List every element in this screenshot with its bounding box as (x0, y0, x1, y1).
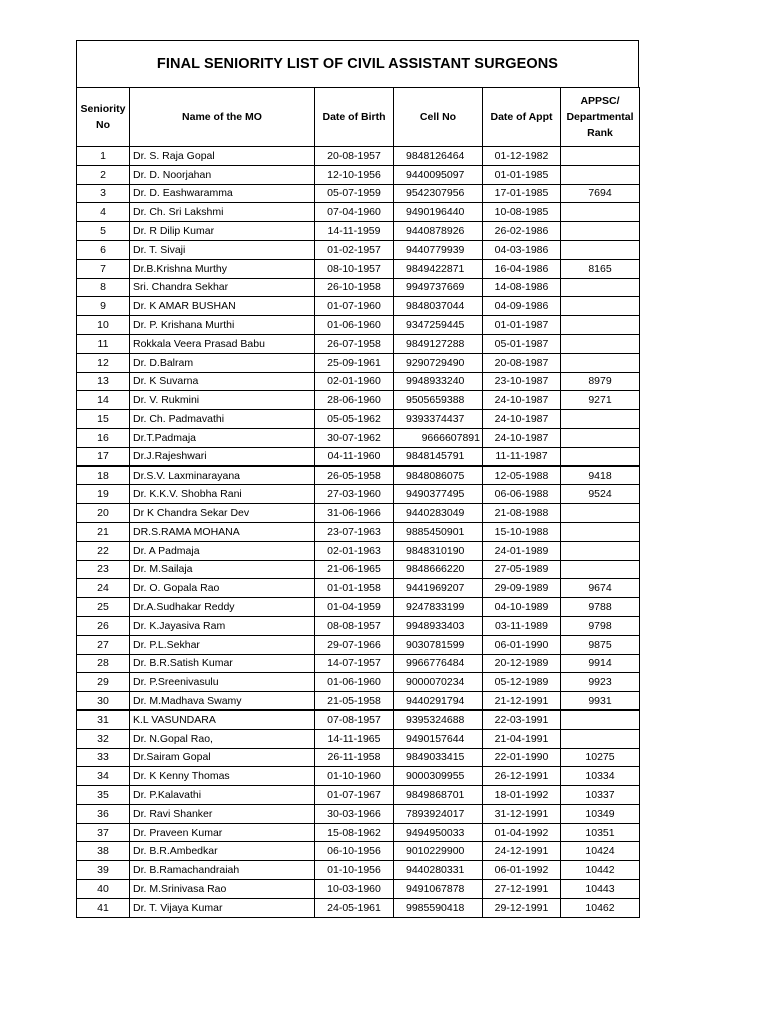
cell-name: Dr. O. Gopala Rao (130, 579, 315, 598)
cell-phone: 9030781599 (394, 635, 483, 654)
cell-seniority-no: 41 (77, 898, 130, 917)
cell-rank (561, 541, 640, 560)
cell-date-of-birth: 06-10-1956 (315, 842, 394, 861)
cell-date-of-birth: 01-06-1960 (315, 673, 394, 692)
cell-seniority-no: 28 (77, 654, 130, 673)
cell-seniority-no: 19 (77, 485, 130, 504)
table-row (77, 485, 640, 504)
cell-name: Dr. P. Krishana Murthi (130, 316, 315, 335)
table-row (77, 880, 640, 899)
cell-phone: 9440291794 (394, 692, 483, 711)
cell-seniority-no: 34 (77, 767, 130, 786)
cell-rank: 10275 (561, 748, 640, 767)
cell-seniority-no: 3 (77, 184, 130, 203)
cell-name: Dr. N.Gopal Rao, (130, 729, 315, 748)
table-row (77, 786, 640, 805)
cell-seniority-no: 15 (77, 410, 130, 429)
seniority-sheet (76, 40, 639, 918)
cell-seniority-no: 30 (77, 692, 130, 711)
cell-name: Dr. P.Kalavathi (130, 786, 315, 805)
cell-seniority-no: 31 (77, 710, 130, 729)
table-row (77, 560, 640, 579)
cell-phone: 9505659388 (394, 391, 483, 410)
cell-phone: 9491067878 (394, 880, 483, 899)
cell-phone: 7893924017 (394, 804, 483, 823)
cell-seniority-no: 17 (77, 447, 130, 466)
cell-phone: 9490196440 (394, 203, 483, 222)
cell-rank (561, 560, 640, 579)
cell-date-of-birth: 23-07-1963 (315, 522, 394, 541)
cell-name: Dr. Ravi Shanker (130, 804, 315, 823)
cell-rank (561, 297, 640, 316)
table-row (77, 316, 640, 335)
cell-date-of-appt: 12-05-1988 (483, 466, 561, 485)
cell-rank: 10442 (561, 861, 640, 880)
cell-date-of-appt: 20-08-1987 (483, 353, 561, 372)
cell-rank (561, 147, 640, 166)
cell-date-of-birth: 24-05-1961 (315, 898, 394, 917)
cell-date-of-birth: 31-06-1966 (315, 504, 394, 523)
cell-date-of-birth: 04-11-1960 (315, 447, 394, 466)
cell-date-of-appt: 06-01-1990 (483, 635, 561, 654)
cell-phone: 9949737669 (394, 278, 483, 297)
cell-date-of-appt: 03-11-1989 (483, 616, 561, 635)
cell-date-of-appt: 06-01-1992 (483, 861, 561, 880)
cell-name: Dr. Ch. Padmavathi (130, 410, 315, 429)
cell-date-of-appt: 01-12-1982 (483, 147, 561, 166)
table-row (77, 748, 640, 767)
cell-name: Dr K Chandra Sekar Dev (130, 504, 315, 523)
cell-rank (561, 504, 640, 523)
cell-rank: 9931 (561, 692, 640, 711)
cell-rank: 10334 (561, 767, 640, 786)
table-row (77, 428, 640, 447)
table-row (77, 654, 640, 673)
cell-phone: 9848145791 (394, 447, 483, 466)
cell-rank (561, 353, 640, 372)
cell-date-of-birth: 07-04-1960 (315, 203, 394, 222)
cell-rank: 9914 (561, 654, 640, 673)
cell-rank (561, 428, 640, 447)
cell-date-of-birth: 08-10-1957 (315, 259, 394, 278)
cell-name: Dr. V. Rukmini (130, 391, 315, 410)
cell-seniority-no: 1 (77, 147, 130, 166)
cell-name: Dr.S.V. Laxminarayana (130, 466, 315, 485)
cell-rank: 10337 (561, 786, 640, 805)
cell-name: Dr. Ch. Sri Lakshmi (130, 203, 315, 222)
cell-rank: 9674 (561, 579, 640, 598)
cell-rank: 9524 (561, 485, 640, 504)
table-row (77, 504, 640, 523)
header-date-of-birth: Date of Birth (315, 88, 394, 147)
table-row (77, 842, 640, 861)
cell-name: Dr. B.Ramachandraiah (130, 861, 315, 880)
cell-rank (561, 410, 640, 429)
cell-seniority-no: 38 (77, 842, 130, 861)
cell-name: Dr.A.Sudhakar Reddy (130, 598, 315, 617)
cell-date-of-appt: 21-04-1991 (483, 729, 561, 748)
table-row (77, 203, 640, 222)
cell-phone: 9966776484 (394, 654, 483, 673)
cell-name: Dr. B.R.Ambedkar (130, 842, 315, 861)
cell-phone: 9440878926 (394, 222, 483, 241)
cell-phone: 9395324688 (394, 710, 483, 729)
table-row (77, 222, 640, 241)
cell-name: Dr. S. Raja Gopal (130, 147, 315, 166)
cell-phone: 9000070234 (394, 673, 483, 692)
cell-rank: 9798 (561, 616, 640, 635)
cell-rank: 10424 (561, 842, 640, 861)
cell-date-of-birth: 01-04-1959 (315, 598, 394, 617)
cell-date-of-birth: 08-08-1957 (315, 616, 394, 635)
cell-date-of-birth: 07-08-1957 (315, 710, 394, 729)
cell-phone: 9247833199 (394, 598, 483, 617)
table-row (77, 898, 640, 917)
cell-name: Dr. M.Sailaja (130, 560, 315, 579)
table-row (77, 710, 640, 729)
table-row (77, 823, 640, 842)
cell-date-of-birth: 26-07-1958 (315, 334, 394, 353)
cell-phone: 9848037044 (394, 297, 483, 316)
header-rank: APPSC/ Departmental Rank (561, 88, 640, 147)
cell-seniority-no: 21 (77, 522, 130, 541)
cell-phone: 9347259445 (394, 316, 483, 335)
cell-phone: 9848086075 (394, 466, 483, 485)
table-row (77, 861, 640, 880)
cell-rank: 10443 (561, 880, 640, 899)
header-cell-no: Cell No (394, 88, 483, 147)
cell-date-of-birth: 01-07-1967 (315, 786, 394, 805)
table-row (77, 147, 640, 166)
cell-seniority-no: 18 (77, 466, 130, 485)
cell-rank (561, 729, 640, 748)
cell-name: Dr. P.L.Sekhar (130, 635, 315, 654)
cell-name: Sri. Chandra Sekhar (130, 278, 315, 297)
cell-date-of-birth: 01-07-1960 (315, 297, 394, 316)
cell-date-of-appt: 21-12-1991 (483, 692, 561, 711)
cell-seniority-no: 37 (77, 823, 130, 842)
cell-seniority-no: 23 (77, 560, 130, 579)
cell-date-of-appt: 01-01-1987 (483, 316, 561, 335)
cell-name: Dr. D. Eashwaramma (130, 184, 315, 203)
cell-date-of-birth: 26-10-1958 (315, 278, 394, 297)
cell-date-of-appt: 27-05-1989 (483, 560, 561, 579)
cell-phone: 9849868701 (394, 786, 483, 805)
cell-rank (561, 278, 640, 297)
cell-date-of-appt: 18-01-1992 (483, 786, 561, 805)
cell-rank (561, 334, 640, 353)
cell-date-of-birth: 30-07-1962 (315, 428, 394, 447)
cell-date-of-birth: 01-10-1960 (315, 767, 394, 786)
cell-seniority-no: 7 (77, 259, 130, 278)
table-row (77, 278, 640, 297)
cell-date-of-appt: 27-12-1991 (483, 880, 561, 899)
table-body (77, 147, 640, 918)
cell-date-of-appt: 16-04-1986 (483, 259, 561, 278)
cell-name: Dr. R Dilip Kumar (130, 222, 315, 241)
cell-name: Dr. A Padmaja (130, 541, 315, 560)
cell-seniority-no: 33 (77, 748, 130, 767)
cell-seniority-no: 22 (77, 541, 130, 560)
cell-phone: 9440095097 (394, 165, 483, 184)
cell-name: Dr.Sairam Gopal (130, 748, 315, 767)
cell-date-of-birth: 21-05-1958 (315, 692, 394, 711)
table-row (77, 240, 640, 259)
cell-date-of-appt: 01-01-1985 (483, 165, 561, 184)
table-row (77, 372, 640, 391)
cell-name: Dr.J.Rajeshwari (130, 447, 315, 466)
cell-seniority-no: 26 (77, 616, 130, 635)
cell-date-of-appt: 11-11-1987 (483, 447, 561, 466)
cell-seniority-no: 20 (77, 504, 130, 523)
cell-rank: 9923 (561, 673, 640, 692)
cell-date-of-birth: 30-03-1966 (315, 804, 394, 823)
cell-date-of-appt: 04-09-1986 (483, 297, 561, 316)
cell-phone: 9885450901 (394, 522, 483, 541)
cell-date-of-appt: 29-09-1989 (483, 579, 561, 598)
cell-name: Dr. K Kenny Thomas (130, 767, 315, 786)
cell-date-of-birth: 27-03-1960 (315, 485, 394, 504)
cell-date-of-birth: 01-06-1960 (315, 316, 394, 335)
cell-phone: 9441969207 (394, 579, 483, 598)
cell-date-of-appt: 23-10-1987 (483, 372, 561, 391)
cell-date-of-birth: 02-01-1963 (315, 541, 394, 560)
cell-phone: 9490157644 (394, 729, 483, 748)
cell-rank (561, 165, 640, 184)
cell-date-of-birth: 15-08-1962 (315, 823, 394, 842)
cell-date-of-birth: 01-01-1958 (315, 579, 394, 598)
cell-seniority-no: 14 (77, 391, 130, 410)
header-name: Name of the MO (130, 88, 315, 147)
cell-date-of-birth: 05-05-1962 (315, 410, 394, 429)
table-row (77, 184, 640, 203)
table-row (77, 334, 640, 353)
cell-date-of-appt: 04-10-1989 (483, 598, 561, 617)
cell-date-of-appt: 06-06-1988 (483, 485, 561, 504)
cell-name: K.L VASUNDARA (130, 710, 315, 729)
cell-rank: 10462 (561, 898, 640, 917)
cell-date-of-appt: 05-12-1989 (483, 673, 561, 692)
cell-phone: 9494950033 (394, 823, 483, 842)
cell-name: Dr. K Suvarna (130, 372, 315, 391)
cell-rank (561, 522, 640, 541)
cell-phone: 9393374437 (394, 410, 483, 429)
cell-date-of-appt: 01-04-1992 (483, 823, 561, 842)
cell-date-of-birth: 02-01-1960 (315, 372, 394, 391)
cell-date-of-appt: 10-08-1985 (483, 203, 561, 222)
cell-name: Dr. K.K.V. Shobha Rani (130, 485, 315, 504)
cell-date-of-birth: 14-11-1959 (315, 222, 394, 241)
cell-name: Dr.T.Padmaja (130, 428, 315, 447)
cell-name: DR.S.RAMA MOHANA (130, 522, 315, 541)
cell-date-of-appt: 24-10-1987 (483, 391, 561, 410)
table-header-row (77, 88, 640, 147)
cell-seniority-no: 4 (77, 203, 130, 222)
cell-name: Dr. K AMAR BUSHAN (130, 297, 315, 316)
cell-date-of-appt: 04-03-1986 (483, 240, 561, 259)
cell-date-of-appt: 22-01-1990 (483, 748, 561, 767)
cell-rank: 7694 (561, 184, 640, 203)
cell-seniority-no: 11 (77, 334, 130, 353)
cell-name: Rokkala Veera Prasad Babu (130, 334, 315, 353)
cell-rank (561, 222, 640, 241)
cell-name: Dr. M.Srinivasa Rao (130, 880, 315, 899)
table-row (77, 767, 640, 786)
cell-date-of-birth: 28-06-1960 (315, 391, 394, 410)
cell-rank: 9788 (561, 598, 640, 617)
cell-seniority-no: 12 (77, 353, 130, 372)
cell-phone: 9948933403 (394, 616, 483, 635)
document-title: FINAL SENIORITY LIST OF CIVIL ASSISTANT SURGEONS (76, 40, 639, 87)
table-row (77, 635, 640, 654)
cell-seniority-no: 27 (77, 635, 130, 654)
cell-seniority-no: 35 (77, 786, 130, 805)
cell-date-of-birth: 20-08-1957 (315, 147, 394, 166)
cell-date-of-appt: 05-01-1987 (483, 334, 561, 353)
cell-phone: 9440283049 (394, 504, 483, 523)
cell-date-of-birth: 14-11-1965 (315, 729, 394, 748)
table-row (77, 522, 640, 541)
cell-name: Dr. T. Sivaji (130, 240, 315, 259)
table-row (77, 259, 640, 278)
cell-phone: 9666607891 (394, 428, 483, 447)
cell-date-of-birth: 12-10-1956 (315, 165, 394, 184)
cell-phone: 9010229900 (394, 842, 483, 861)
cell-name: Dr. K.Jayasiva Ram (130, 616, 315, 635)
cell-rank (561, 447, 640, 466)
cell-name: Dr.B.Krishna Murthy (130, 259, 315, 278)
cell-seniority-no: 6 (77, 240, 130, 259)
cell-date-of-appt: 24-01-1989 (483, 541, 561, 560)
table-row (77, 541, 640, 560)
cell-phone: 9848126464 (394, 147, 483, 166)
table-row (77, 579, 640, 598)
header-date-of-appt: Date of Appt (483, 88, 561, 147)
cell-phone: 9490377495 (394, 485, 483, 504)
cell-name: Dr. D. Noorjahan (130, 165, 315, 184)
seniority-table (76, 87, 640, 918)
cell-date-of-appt: 15-10-1988 (483, 522, 561, 541)
cell-name: Dr. Praveen Kumar (130, 823, 315, 842)
cell-phone: 9849422871 (394, 259, 483, 278)
cell-date-of-birth: 21-06-1965 (315, 560, 394, 579)
cell-phone: 9542307956 (394, 184, 483, 203)
cell-phone: 9848310190 (394, 541, 483, 560)
cell-date-of-birth: 01-10-1956 (315, 861, 394, 880)
cell-phone: 9440779939 (394, 240, 483, 259)
cell-date-of-appt: 17-01-1985 (483, 184, 561, 203)
table-row (77, 673, 640, 692)
cell-seniority-no: 25 (77, 598, 130, 617)
cell-seniority-no: 36 (77, 804, 130, 823)
table-row (77, 165, 640, 184)
cell-date-of-birth: 29-07-1966 (315, 635, 394, 654)
cell-seniority-no: 16 (77, 428, 130, 447)
cell-date-of-birth: 26-05-1958 (315, 466, 394, 485)
cell-seniority-no: 5 (77, 222, 130, 241)
cell-date-of-appt: 14-08-1986 (483, 278, 561, 297)
cell-date-of-appt: 22-03-1991 (483, 710, 561, 729)
table-row (77, 616, 640, 635)
cell-date-of-appt: 31-12-1991 (483, 804, 561, 823)
cell-date-of-appt: 24-10-1987 (483, 428, 561, 447)
cell-name: Dr. T. Vijaya Kumar (130, 898, 315, 917)
cell-phone: 9948933240 (394, 372, 483, 391)
cell-phone: 9290729490 (394, 353, 483, 372)
cell-name: Dr. P.Sreenivasulu (130, 673, 315, 692)
table-row (77, 391, 640, 410)
cell-rank: 9875 (561, 635, 640, 654)
cell-phone: 9985590418 (394, 898, 483, 917)
cell-phone: 9000309955 (394, 767, 483, 786)
cell-date-of-appt: 29-12-1991 (483, 898, 561, 917)
cell-date-of-birth: 01-02-1957 (315, 240, 394, 259)
table-row (77, 692, 640, 711)
table-row (77, 353, 640, 372)
cell-rank (561, 710, 640, 729)
cell-rank: 8165 (561, 259, 640, 278)
cell-seniority-no: 2 (77, 165, 130, 184)
cell-rank: 9271 (561, 391, 640, 410)
cell-name: Dr. D.Balram (130, 353, 315, 372)
cell-date-of-appt: 24-10-1987 (483, 410, 561, 429)
cell-rank (561, 316, 640, 335)
cell-rank: 8979 (561, 372, 640, 391)
cell-seniority-no: 32 (77, 729, 130, 748)
cell-seniority-no: 39 (77, 861, 130, 880)
table-row (77, 466, 640, 485)
cell-rank: 10351 (561, 823, 640, 842)
cell-seniority-no: 8 (77, 278, 130, 297)
cell-rank: 10349 (561, 804, 640, 823)
cell-name: Dr. B.R.Satish Kumar (130, 654, 315, 673)
table-row (77, 447, 640, 466)
cell-rank (561, 203, 640, 222)
table-row (77, 804, 640, 823)
table-row (77, 598, 640, 617)
cell-date-of-birth: 10-03-1960 (315, 880, 394, 899)
cell-phone: 9440280331 (394, 861, 483, 880)
cell-phone: 9848666220 (394, 560, 483, 579)
cell-date-of-birth: 25-09-1961 (315, 353, 394, 372)
header-seniority-no: Seniority No (77, 88, 130, 147)
cell-date-of-birth: 05-07-1959 (315, 184, 394, 203)
cell-phone: 9849127288 (394, 334, 483, 353)
cell-rank: 9418 (561, 466, 640, 485)
table-row (77, 410, 640, 429)
cell-rank (561, 240, 640, 259)
table-row (77, 729, 640, 748)
cell-date-of-appt: 26-02-1986 (483, 222, 561, 241)
cell-seniority-no: 40 (77, 880, 130, 899)
cell-date-of-appt: 20-12-1989 (483, 654, 561, 673)
cell-name: Dr. M.Madhava Swamy (130, 692, 315, 711)
cell-date-of-appt: 26-12-1991 (483, 767, 561, 786)
cell-date-of-birth: 14-07-1957 (315, 654, 394, 673)
cell-seniority-no: 10 (77, 316, 130, 335)
cell-seniority-no: 9 (77, 297, 130, 316)
cell-seniority-no: 29 (77, 673, 130, 692)
cell-phone: 9849033415 (394, 748, 483, 767)
cell-date-of-appt: 21-08-1988 (483, 504, 561, 523)
cell-date-of-birth: 26-11-1958 (315, 748, 394, 767)
cell-seniority-no: 13 (77, 372, 130, 391)
cell-date-of-appt: 24-12-1991 (483, 842, 561, 861)
cell-seniority-no: 24 (77, 579, 130, 598)
table-row (77, 297, 640, 316)
